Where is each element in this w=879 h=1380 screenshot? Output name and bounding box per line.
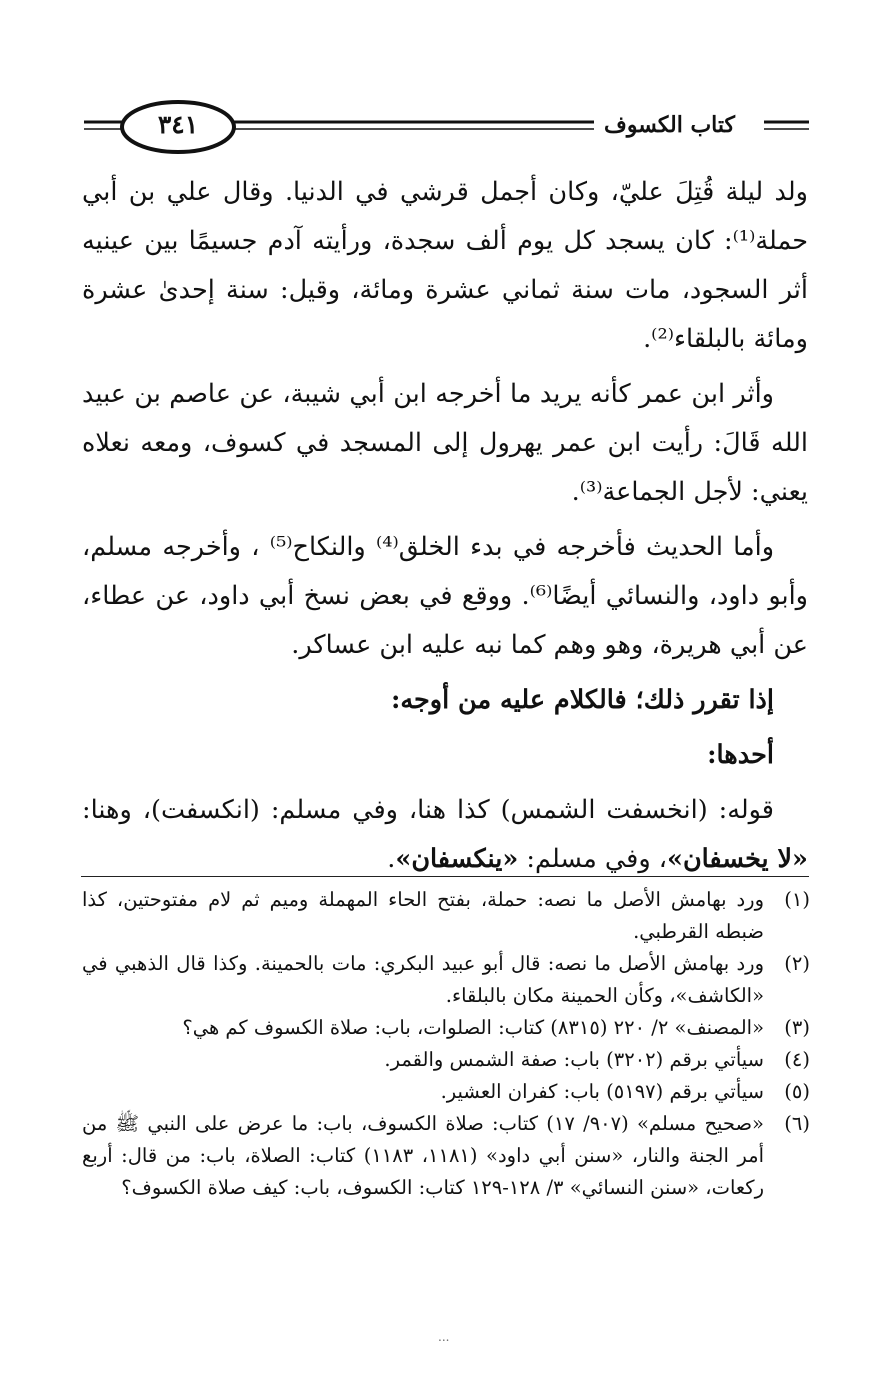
footnote-number: (١) — [784, 888, 810, 911]
section-intro: إذا تقرر ذلك؛ فالكلام عليه من أوجه: — [390, 685, 774, 715]
footnote-text: سيأتي برقم (٥١٩٧) باب: كفران العشير. — [440, 1080, 764, 1103]
footnote-text: ورد بهامش الأصل ما نصه: حملة، بفتح الحاء المهملة وميم ثم لام مفتوحتين، كذا ضبطه القرطبي. — [82, 888, 764, 943]
paragraph-6-middle: ، وفي مسلم: — [518, 844, 667, 874]
footnote-item — [82, 1012, 810, 1044]
footnote-number: (٢) — [784, 952, 810, 975]
footnotes — [82, 884, 810, 1204]
paragraph-6-end: . — [387, 844, 396, 874]
section-heading-first: أحدها: — [707, 740, 774, 770]
paragraph-6 — [82, 786, 808, 884]
paragraph-1: ولد ليلة قُتِلَ عليّ، وكان أجمل قرشي في الدنيا. وقال علي بن أبي حملة⁽¹⁾: كان يسجد كل يوم ألف سجدة، ورأيته آدم جسيمًا بين عينيه أثر السجود، مات سنة ثماني عشرة ومائة، وقيل: سنة إحدىٰ عشرة ومائة بالبلقاء⁽²⁾. — [82, 177, 808, 354]
page-header — [84, 98, 809, 158]
footnote-item — [82, 1108, 810, 1204]
paragraph-2: وأثر ابن عمر كأنه يريد ما أخرجه ابن أبي شيبة، عن عاصم بن عبيد الله قَالَ: رأيت ابن عمر يهرول إلى المسجد في كسوف، ومعه نعلاه يعني: لأجل الجماعة⁽³⁾. — [82, 379, 808, 507]
footnote-text: سيأتي برقم (٣٢٠٢) باب: صفة الشمس والقمر. — [384, 1048, 764, 1071]
running-title: كتاب الكسوف — [604, 112, 735, 138]
paragraph-6-text: قوله: (انخسفت الشمس) كذا هنا، وفي مسلم: (انكسفت)، وهنا: — [82, 795, 774, 825]
quote-yankasifan: «ينكسفان» — [395, 844, 519, 874]
footnote-text: «المصنف» ٢/ ٢٢٠ (٨٣١٥) كتاب: الصلوات، باب: صلاة الكسوف كم هي؟ — [182, 1016, 764, 1039]
footnote-item — [82, 948, 810, 1012]
paragraph-3: وأما الحديث فأخرجه في بدء الخلق⁽⁴⁾ والنكاح⁽⁵⁾ ، وأخرجه مسلم، وأبو داود، والنسائي أيضًا⁽⁶⁾. ووقع في بعض نسخ أبي داود، عن عطاء، عن أبي هريرة، وهو وهم كما نبه عليه ابن عساكر. — [82, 532, 808, 660]
page-number: ٣٤١ — [157, 110, 199, 139]
main-text — [82, 168, 808, 890]
footnote-item — [82, 884, 810, 948]
footnote-number: (٤) — [784, 1048, 810, 1071]
bottom-mark: ... — [438, 1330, 450, 1344]
quote-la-yakhsifan: «لا يخسفان» — [667, 844, 808, 874]
footnote-number: (٣) — [784, 1016, 810, 1039]
footnote-number: (٥) — [784, 1080, 810, 1103]
footnote-text: ورد بهامش الأصل ما نصه: قال أبو عبيد البكري: مات بالحمينة. وكذا قال الذهبي في «الكاشف»، وكأن الحمينة مكان بالبلقاء. — [82, 952, 764, 1007]
footnote-item — [82, 1076, 810, 1108]
footnote-text: «صحيح مسلم» (٩٠٧/ ١٧) كتاب: صلاة الكسوف، باب: ما عرض على النبي ﷺ من أمر الجنة والنار، «سنن أبي داود» (١١٨١، ١١٨٣) كتاب: الصلاة، باب: من قال: أربع ركعات، «سنن النسائي» ٣/ ١٢٨-١٢٩ كتاب: الكسوف، باب: كيف صلاة الكسوف؟ — [82, 1112, 764, 1199]
footnote-number: (٦) — [784, 1112, 810, 1135]
footnote-separator — [81, 876, 809, 877]
footnote-item — [82, 1044, 810, 1076]
